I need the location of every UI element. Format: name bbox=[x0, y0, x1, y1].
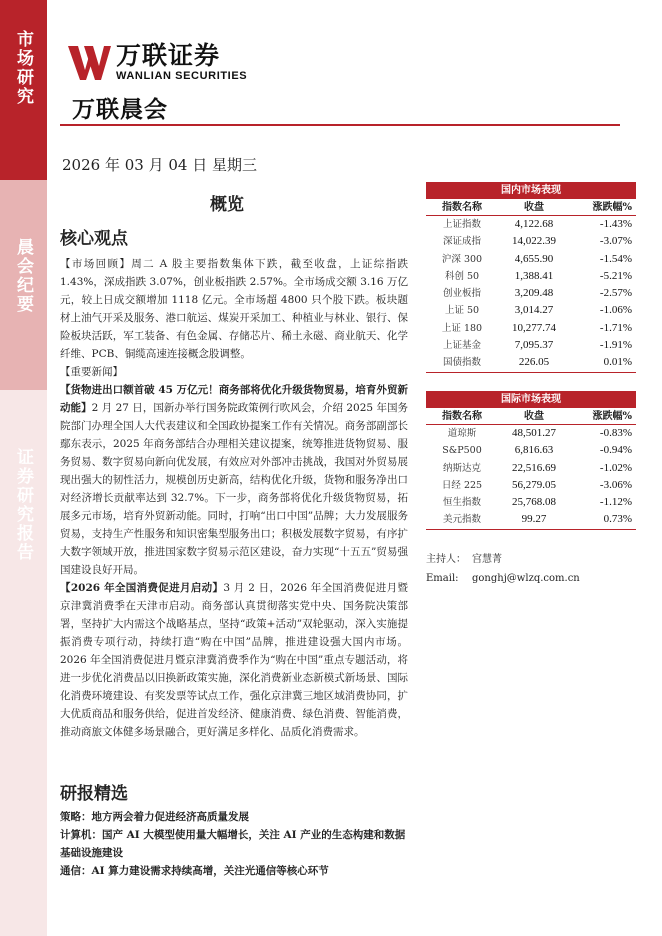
table-row bbox=[426, 251, 636, 268]
index-name-cell: 上证基金 bbox=[442, 340, 481, 352]
market-review-tag: 【市场回顾】 bbox=[60, 258, 132, 270]
index-name-cell: 恒生指数 bbox=[442, 497, 481, 509]
index-name-cell: 沪深 300 bbox=[441, 253, 483, 265]
index-name-cell: 深证成指 bbox=[442, 236, 481, 248]
title-divider bbox=[60, 124, 620, 126]
table-row bbox=[426, 477, 636, 494]
domestic-col-change: 涨跌幅% bbox=[592, 202, 632, 213]
index-name-cell: 上证 50 bbox=[444, 305, 480, 317]
international-table-title: 国际市场表现 bbox=[426, 391, 636, 408]
news2-paragraph bbox=[60, 579, 408, 741]
email-link[interactable]: gonghj@wlzq.com.cn bbox=[472, 573, 580, 584]
change-pct-cell: -2.57% bbox=[599, 287, 632, 300]
table-row bbox=[426, 511, 636, 528]
news1-paragraph bbox=[60, 381, 408, 579]
index-name-cell: 上证 180 bbox=[441, 322, 483, 334]
index-name-cell: 创业板指 bbox=[442, 288, 481, 300]
left-sidebar bbox=[0, 0, 47, 936]
research-title: 研报精选 bbox=[60, 784, 128, 804]
international-market-table bbox=[426, 391, 636, 530]
domestic-col-name: 指数名称 bbox=[442, 202, 482, 213]
change-pct-cell: -5.21% bbox=[599, 269, 632, 282]
table-row bbox=[426, 494, 636, 511]
index-name-cell: 国债指数 bbox=[442, 357, 481, 369]
international-table-body bbox=[426, 425, 636, 530]
logo-chinese-name: 万联证券 bbox=[116, 40, 221, 70]
research-item-telecom[interactable]: 通信：AI 算力建设需求持续高增，关注光通信等核心环节 bbox=[60, 865, 329, 877]
close-value-cell: 7,095.37 bbox=[514, 339, 554, 352]
close-value-cell: 4,655.90 bbox=[514, 252, 554, 265]
research-item-computer[interactable]: 计算机：国产 AI 大模型使用量大幅增长，关注 AI 产业的生态构建和数据基础设施建设 bbox=[60, 829, 406, 859]
index-name-cell: S&P500 bbox=[442, 445, 482, 457]
table-row bbox=[426, 354, 636, 371]
sidebar-middle-label: 晨会纪要 bbox=[13, 238, 33, 314]
host-label: 主持人： bbox=[426, 554, 466, 565]
logo-english-name: WANLIAN SECURITIES bbox=[116, 69, 248, 82]
change-pct-cell: -0.94% bbox=[599, 444, 632, 457]
close-value-cell: 99.27 bbox=[521, 513, 547, 526]
table-row bbox=[426, 337, 636, 354]
email-line bbox=[426, 569, 580, 588]
table-row bbox=[426, 460, 636, 477]
domestic-table-title: 国内市场表现 bbox=[426, 182, 636, 199]
core-views-title: 核心观点 bbox=[60, 229, 128, 249]
index-name-cell: 日经 225 bbox=[441, 479, 483, 491]
sidebar-bottom-block bbox=[0, 390, 47, 936]
table-row bbox=[426, 233, 636, 250]
sidebar-top-label: 市场研究 bbox=[13, 30, 33, 106]
change-pct-cell: 0.01% bbox=[603, 356, 632, 369]
index-name-cell: 上证指数 bbox=[442, 219, 481, 230]
table-row bbox=[426, 268, 636, 285]
change-pct-cell: -1.71% bbox=[599, 321, 632, 334]
news2-tag: 【2026 年全国消费促进月启动】 bbox=[60, 582, 224, 594]
market-review-text: 周二 A 股主要指数集体下跌，截至收盘，上证综指跌 1.43%，深成指跌 3.07%，创业板指跌 2.57%。全市场成交额 3.16 万亿元，较上日成交额增加 1118 亿元。全市场超 4800 只个股下跌。板块题材上油气开采及服务、港口航运、煤炭开采加工、种植业与林业、银行、保险板块活跃，军工装备、有色金属、存储芯片、稀土永磁、商业航天、化学纤维、PCB、铜缆高速连接概念股调整。 bbox=[60, 258, 409, 360]
table-row bbox=[426, 425, 636, 442]
news1-text: 2 月 27 日，国新办举行国务院政策例行吹风会，介绍 2025 年国务院部门办理全国人大代表建议和全国政协提案工作有关情况。商务部副部长鄢东表示，2025 年商务部结合办理相关建议提案，统筹推进货物贸易、服务贸易、数字贸易向新向优发展，有效应对外部冲击挑战，我国对外贸易展现出强大的韧性活力，规模创历史新高，结构优化升级，货物和服务净出口对经济增长贡献率达到 32.7%。下一步，商务部将优化升级货物贸易，拓展多元市场，培育外贸新动能。同时，打响“出口中国”品牌；大力发展服务贸易，支持生产性服务和知识密集型服务出口；积极发展数字贸易，有序扩大数字领域开放，推进国家数字贸易示范区建设，奋力实现“十五五”贸易强国建设良好开局。 bbox=[60, 402, 409, 576]
author-info bbox=[426, 550, 580, 588]
change-pct-cell: -1.54% bbox=[599, 252, 632, 265]
international-col-change: 涨跌幅% bbox=[592, 411, 632, 422]
change-pct-cell: -1.91% bbox=[599, 339, 632, 352]
international-col-name: 指数名称 bbox=[442, 411, 482, 422]
company-logo bbox=[66, 42, 247, 82]
index-name-cell: 道琼斯 bbox=[447, 428, 477, 439]
table-row bbox=[426, 302, 636, 319]
host-name: 宫慧菁 bbox=[472, 554, 502, 565]
change-pct-cell: -1.12% bbox=[599, 496, 632, 509]
close-value-cell: 48,501.27 bbox=[512, 427, 556, 439]
close-value-cell: 6,816.63 bbox=[514, 444, 554, 457]
table-row bbox=[426, 442, 636, 459]
overview-heading: 概览 bbox=[210, 195, 244, 215]
change-pct-cell: -1.06% bbox=[599, 304, 632, 317]
close-value-cell: 14,022.39 bbox=[512, 235, 556, 248]
research-selection-section bbox=[60, 779, 410, 880]
international-table-header bbox=[426, 408, 636, 425]
change-pct-cell: -0.83% bbox=[599, 427, 632, 439]
core-views-section bbox=[60, 224, 408, 741]
close-value-cell: 1,388.41 bbox=[514, 269, 554, 282]
index-name-cell: 美元指数 bbox=[442, 514, 481, 526]
report-date: 2026 年 03 月 04 日 星期三 bbox=[62, 156, 257, 174]
sidebar-middle-block bbox=[0, 180, 47, 390]
table-row bbox=[426, 216, 636, 233]
domestic-col-close: 收盘 bbox=[524, 202, 544, 213]
news1-tag: 【货物进出口额首破 45 万亿元！商务部将优化升级货物贸易，培育外贸新动能】 bbox=[60, 384, 408, 414]
market-review-paragraph bbox=[60, 255, 408, 363]
close-value-cell: 3,209.48 bbox=[514, 287, 554, 300]
research-item-strategy[interactable]: 策略：地方两会着力促进经济高质量发展 bbox=[60, 811, 249, 823]
table-row bbox=[426, 285, 636, 302]
change-pct-cell: -3.07% bbox=[599, 235, 632, 248]
index-name-cell: 科创 50 bbox=[444, 270, 480, 282]
report-title: 万联晨会 bbox=[72, 96, 168, 123]
change-pct-cell: -3.06% bbox=[599, 478, 632, 491]
sidebar-bottom-label: 证券研究报告 bbox=[13, 448, 33, 562]
author-line bbox=[426, 550, 580, 569]
index-name-cell: 纳斯达克 bbox=[442, 462, 481, 474]
international-col-close: 收盘 bbox=[524, 411, 544, 422]
change-pct-cell: -1.43% bbox=[599, 218, 632, 230]
close-value-cell: 10,277.74 bbox=[512, 321, 556, 334]
close-value-cell: 22,516.69 bbox=[512, 461, 556, 474]
news-tag: 【重要新闻】 bbox=[60, 366, 123, 378]
close-value-cell: 4,122.68 bbox=[514, 218, 554, 230]
close-value-cell: 226.05 bbox=[518, 356, 550, 369]
wanlian-logo-icon bbox=[66, 42, 112, 82]
close-value-cell: 25,768.08 bbox=[512, 496, 556, 509]
change-pct-cell: -1.02% bbox=[599, 461, 632, 474]
close-value-cell: 56,279.05 bbox=[512, 478, 556, 491]
domestic-market-table bbox=[426, 182, 636, 373]
domestic-table-body bbox=[426, 216, 636, 373]
change-pct-cell: 0.73% bbox=[603, 513, 632, 526]
news-tag-paragraph bbox=[60, 363, 408, 381]
domestic-table-header bbox=[426, 199, 636, 216]
email-label: Email: bbox=[426, 573, 459, 584]
sidebar-top-block bbox=[0, 0, 47, 180]
close-value-cell: 3,014.27 bbox=[514, 304, 554, 317]
news2-text: 3 月 2 日，2026 年全国消费促进月暨京津冀消费季在天津市启动。商务部认真贯彻落实党中央、国务院决策部署，坚持扩大内需这个战略基点，坚持“政策+活动”双轮驱动，深入实施提振消费专项行动，持续打造“购在中国”品牌，推进建设强大国内市场。2026 年全国消费促进月暨京津冀消费季作为“购在中国”重点专题活动，将进一步优化消费品以旧换新政策实施，深化消费新业态新模式新场景、国际化消费环境建设、有奖发票等试点工作，强化京津冀三地区域消费协同，扩大优质商品和服务供给，促进首发经济、健康消费、绿色消费、智能消费，推动商旅文体健多场景融合，更好满足多样化、品质化消费需求。 bbox=[60, 582, 408, 738]
table-row bbox=[426, 320, 636, 337]
